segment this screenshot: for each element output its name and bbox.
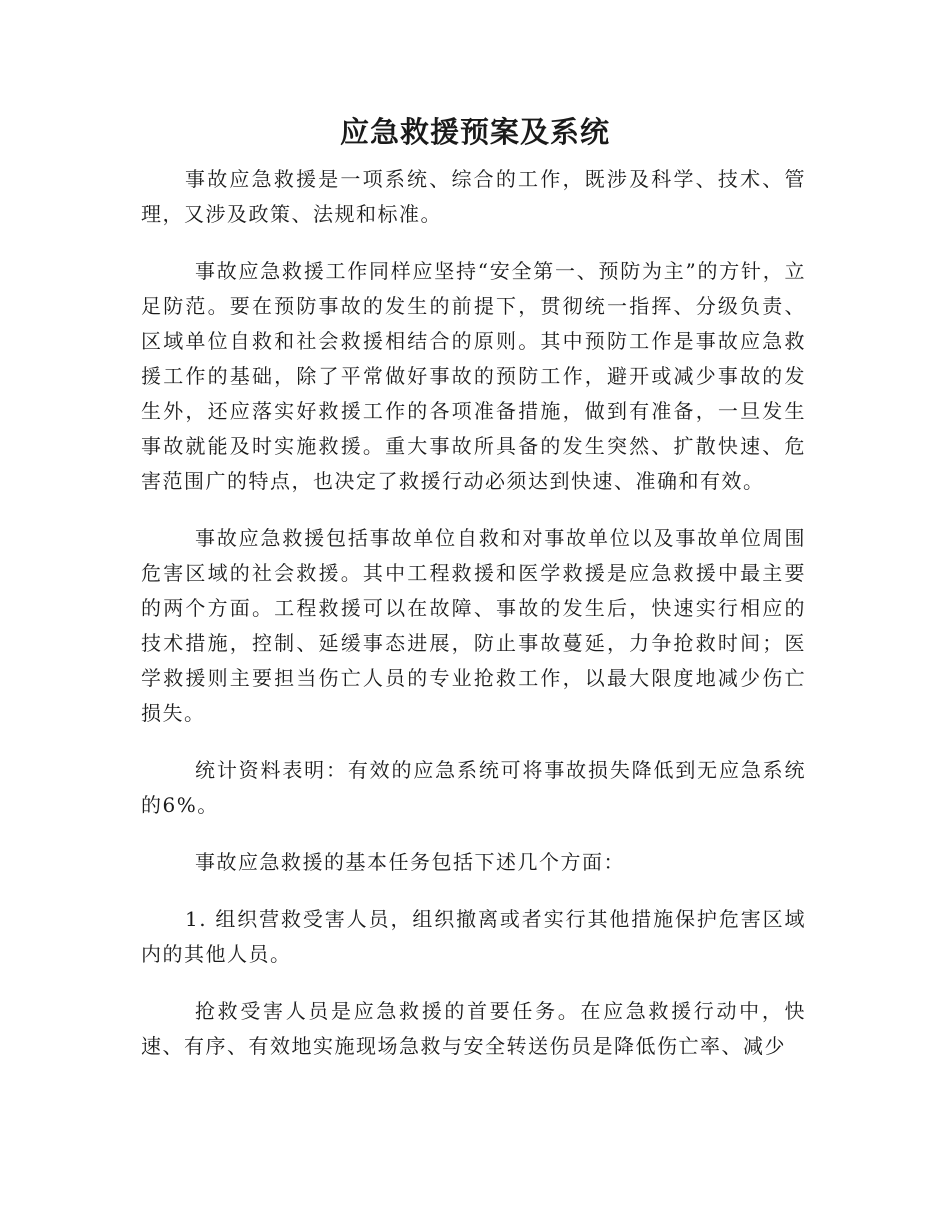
- paragraph-task-1: 1. 组织营救受害人员，组织撤离或者实行其他措施保护危害区域内的其他人员。: [141, 907, 806, 966]
- paragraph-principles: 事故应急救援工作同样应坚持“安全第一、预防为主”的方针，立足防范。要在预防事故的发生的前提下，贯彻统一指挥、分级负责、区域单位自救和社会救援相结合的原则。其中预防工作是事故应急救援工作的基础，除了平常做好事故的预防工作，避开或减少事故的发生外，还应落实好救援工作的各项准备措施，做到有准备，一旦发生事故就能及时实施救援。重大事故所具备的发生突然、扩散快速、危害范围广的特点，也决定了救援行动必须达到快速、准确和有效。: [141, 259, 806, 493]
- paragraph-scope: 事故应急救援包括事故单位自救和对事故单位以及事故单位周围危害区域的社会救援。其中工程救援和医学救援是应急救援中最主要的两个方面。工程救援可以在故障、事故的发生后，快速实行相应的技术措施，控制、延缓事态进展，防止事故蔓延，力争抢救时间；医学救援则主要担当伤亡人员的专业抢救工作，以最大限度地减少伤亡损失。: [141, 526, 806, 725]
- paragraph-tasks-intro: 事故应急救援的基本任务包括下述几个方面：: [195, 850, 625, 874]
- paragraph-statistics: 统计资料表明：有效的应急系统可将事故损失降低到无应急系统的6%。: [141, 758, 806, 817]
- paragraph-intro: 事故应急救援是一项系统、综合的工作，既涉及科学、技术、管理，又涉及政策、法规和标准。: [141, 167, 806, 226]
- paragraph-rescue: 抢救受害人员是应急救援的首要任务。在应急救援行动中，快速、有序、有效地实施现场急救与安全转送伤员是降低伤亡率、减少: [141, 999, 806, 1058]
- document-body: [141, 162, 806, 1086]
- document-title: 应急救援预案及系统: [339, 115, 610, 149]
